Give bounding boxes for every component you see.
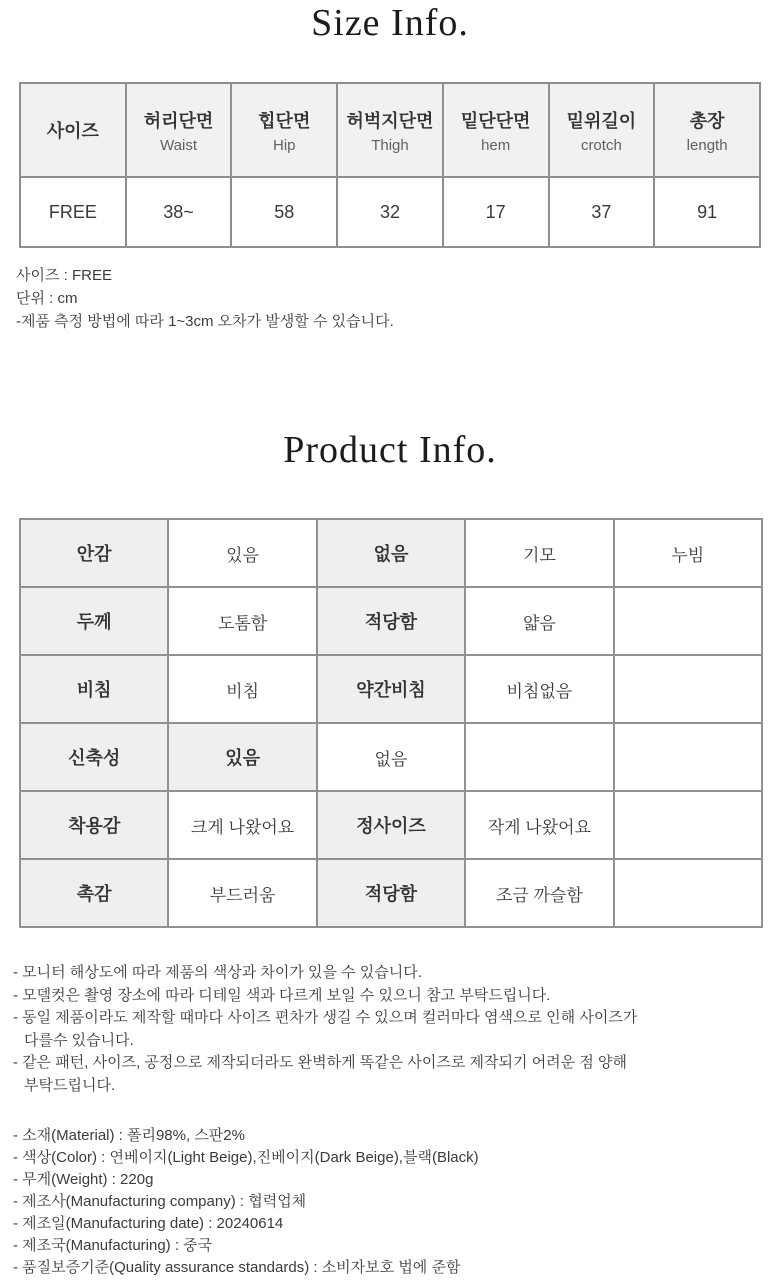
product-option-cell: 얇음: [465, 587, 613, 655]
size-table-corner-cell: 사이즈: [20, 83, 126, 177]
product-attr-cell: 촉감: [20, 859, 168, 927]
product-option-cell: 정사이즈: [317, 791, 465, 859]
detail-weight: - 무게(Weight) : 220g: [13, 1171, 154, 1188]
disclaimer-line-continuation: 다를수 있습니다.: [24, 1031, 134, 1049]
size-table-header-hem: [443, 83, 549, 177]
disclaimer-line: - 모델컷은 촬영 장소에 따라 디테일 색과 다르게 보일 수 있으니 참고 부탁드립니다.: [13, 986, 551, 1004]
product-option-cell: 적당함: [317, 587, 465, 655]
product-row-sheerness: [20, 655, 762, 723]
size-table-data-row: [20, 177, 760, 247]
product-option-cell: 크게 나왔어요: [168, 791, 316, 859]
disclaimer-line: - 동일 제품이라도 제작할 때마다 사이즈 편차가 생길 수 있으며 컬러마다 염색으로 인해 사이즈가: [13, 1009, 638, 1026]
product-option-cell: 있음: [168, 519, 316, 587]
header-ko-label: 허벅지단면: [346, 110, 434, 131]
product-option-cell: 비침: [168, 655, 316, 723]
size-note-line: 사이즈 : FREE: [16, 267, 112, 284]
product-option-cell: 없음: [317, 723, 465, 791]
product-option-cell: 부드러움: [168, 859, 316, 927]
product-attr-cell: 두께: [20, 587, 168, 655]
size-table-header-thigh: [337, 83, 443, 177]
size-table-header: [20, 83, 760, 177]
size-value-crotch: 37: [549, 177, 655, 247]
header-en-label: Thigh: [371, 136, 409, 154]
product-option-cell: [614, 791, 762, 859]
detail-manufacturing-date: - 제조일(Manufacturing date) : 20240614: [13, 1215, 284, 1232]
header-ko-label: 힙단면: [258, 110, 311, 131]
detail-manufacturing-country: - 제조국(Manufacturing) : 중국: [13, 1237, 213, 1254]
size-table-header-waist: [126, 83, 232, 177]
product-attr-cell: 안감: [20, 519, 168, 587]
size-info-title: Size Info.: [311, 2, 469, 44]
product-option-cell: [465, 723, 613, 791]
header-en-label: Hip: [273, 136, 296, 154]
header-en-label: Waist: [160, 136, 198, 154]
product-option-cell: [614, 587, 762, 655]
size-table-header-crotch: [549, 83, 655, 177]
size-table: [19, 82, 761, 248]
size-value-hem: 17: [443, 177, 549, 247]
header-ko-label: 밑위길이: [566, 110, 637, 131]
header-ko-label: 밑단단면: [460, 110, 531, 131]
product-row-texture: [20, 859, 762, 927]
size-table-header-row: [20, 83, 760, 177]
detail-manufacturer: - 제조사(Manufacturing company) : 협력업체: [13, 1193, 307, 1210]
detail-color: - 색상(Color) : 연베이지(Light Beige),진베이지(Dark Beige),블랙(Black): [13, 1149, 479, 1166]
product-option-cell: 작게 나왔어요: [465, 791, 613, 859]
product-option-cell: 비침없음: [465, 655, 613, 723]
product-option-cell: 없음: [317, 519, 465, 587]
product-row-lining: [20, 519, 762, 587]
disclaimer-line: - 같은 패턴, 사이즈, 공정으로 제작되더라도 완벽하게 똑같은 사이즈로 제작되기 어려운 점 양해: [13, 1054, 627, 1071]
product-info-title: Product Info.: [283, 429, 497, 471]
header-ko-label: 총장: [689, 110, 725, 131]
size-table-header-hip: [231, 83, 337, 177]
size-notes: [16, 264, 780, 333]
header-en-label: crotch: [580, 136, 622, 154]
product-option-cell: 있음: [168, 723, 316, 791]
product-option-cell: 기모: [465, 519, 613, 587]
product-option-cell: [614, 723, 762, 791]
size-note-line: 단위 : cm: [16, 290, 78, 307]
size-value-waist: 38~: [126, 177, 232, 247]
product-row-elasticity: [20, 723, 762, 791]
product-option-cell: [614, 859, 762, 927]
product-table: [19, 518, 763, 928]
product-row-fit: [20, 791, 762, 859]
product-details: [13, 1125, 780, 1279]
disclaimer-line: - 모니터 해상도에 따라 제품의 색상과 차이가 있을 수 있습니다.: [13, 964, 422, 981]
product-row-thickness: [20, 587, 762, 655]
size-note-line: -제품 측정 방법에 따라 1~3cm 오차가 발생할 수 있습니다.: [16, 313, 394, 330]
product-option-cell: 적당함: [317, 859, 465, 927]
product-option-cell: 도톰함: [168, 587, 316, 655]
size-value-hip: 58: [231, 177, 337, 247]
product-option-cell: 누빔: [614, 519, 762, 587]
product-attr-cell: 착용감: [20, 791, 168, 859]
header-ko-label: 허리단면: [143, 110, 214, 131]
product-option-cell: 조금 까슬함: [465, 859, 613, 927]
size-value-thigh: 32: [337, 177, 443, 247]
product-attr-cell: 신축성: [20, 723, 168, 791]
product-option-cell: [614, 655, 762, 723]
size-value-free: FREE: [20, 177, 126, 247]
size-table-header-length: [654, 83, 760, 177]
disclaimer-line-continuation: 부탁드립니다.: [24, 1076, 116, 1094]
header-en-label: hem: [481, 136, 511, 154]
product-option-cell: 약간비침: [317, 655, 465, 723]
header-en-label: length: [686, 136, 728, 154]
product-attr-cell: 비침: [20, 655, 168, 723]
size-value-length: 91: [654, 177, 760, 247]
detail-material: - 소재(Material) : 폴리98%, 스판2%: [13, 1127, 245, 1144]
detail-quality-assurance: - 품질보증기준(Quality assurance standards) : 소비자보호 법에 준함: [13, 1259, 461, 1276]
disclaimer-notes: [13, 962, 780, 1097]
